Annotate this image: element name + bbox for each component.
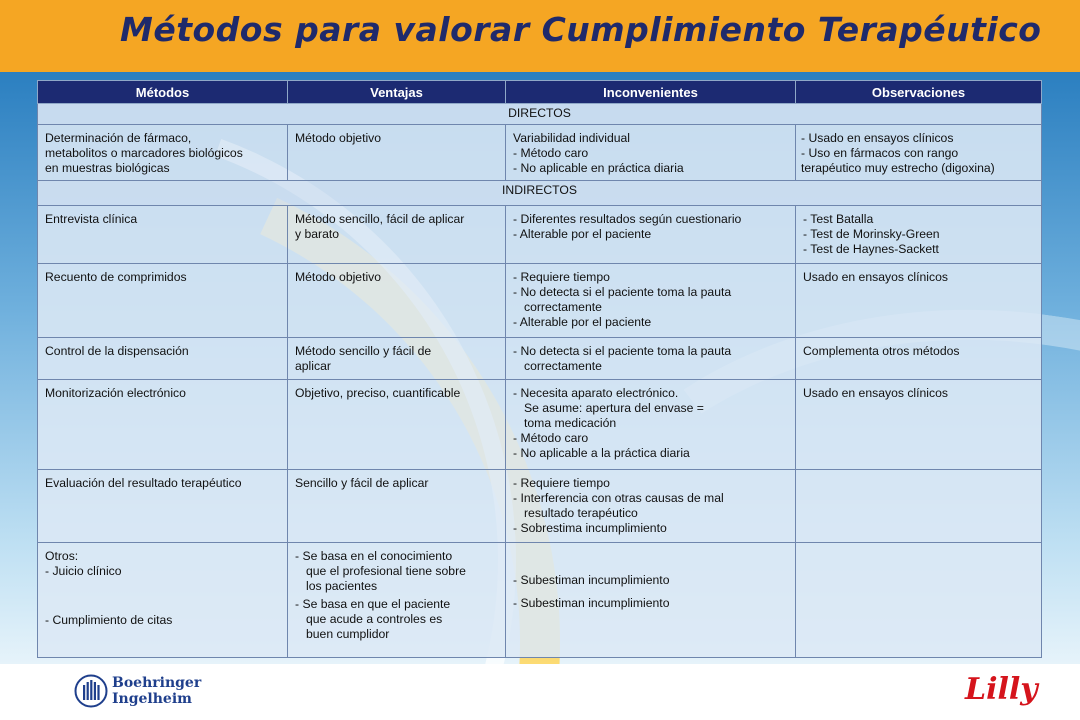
cell-line: - No aplicable en práctica diaria xyxy=(513,161,684,175)
cell-line: Objetivo, preciso, cuantificable xyxy=(295,386,461,400)
cell-ventajas xyxy=(288,470,506,543)
cell-line: - No detecta si el paciente toma la pauta xyxy=(513,285,732,299)
cell-line: en muestras biológicas xyxy=(45,161,170,175)
table-row xyxy=(38,338,1042,380)
cell-line: aplicar xyxy=(295,359,331,373)
cell-line: correctamente xyxy=(524,300,602,314)
cell-line: y barato xyxy=(295,227,340,241)
table-row xyxy=(38,380,1042,470)
cell-line: - Usado en ensayos clínicos xyxy=(801,131,954,145)
cell-metodo xyxy=(38,125,288,181)
page-title: Métodos para valorar Cumplimiento Terapéutico xyxy=(120,10,1042,49)
cell-ventajas xyxy=(288,543,506,658)
section-indirectos: INDIRECTOS xyxy=(38,181,1042,206)
cell-line: - Test de Haynes-Sackett xyxy=(803,242,939,256)
cell-line: - Requiere tiempo xyxy=(513,476,610,490)
cell-ventajas xyxy=(288,264,506,338)
cell-line: - No aplicable a la práctica diaria xyxy=(513,446,690,460)
spacer xyxy=(45,579,281,613)
lilly-logo: Lilly xyxy=(965,672,1038,707)
table-row xyxy=(38,206,1042,264)
cell-observaciones xyxy=(796,125,1042,181)
cell-line: - Requiere tiempo xyxy=(513,270,610,284)
title-banner xyxy=(0,0,1080,74)
cell-line: Método objetivo xyxy=(295,131,382,145)
cell-inconvenientes xyxy=(506,380,796,470)
table-row xyxy=(38,543,1042,658)
cell-ventajas xyxy=(288,125,506,181)
cell-line: - No detecta si el paciente toma la pauta xyxy=(513,344,732,358)
cell-observaciones xyxy=(796,543,1042,658)
cell-inconvenientes xyxy=(506,125,796,181)
boehringer-logo-text xyxy=(112,675,201,707)
cell-inconvenientes xyxy=(506,264,796,338)
cell-line: Sencillo y fácil de aplicar xyxy=(295,476,429,490)
cell-metodo xyxy=(38,543,288,658)
table-row xyxy=(38,470,1042,543)
cell-line: metabolitos o marcadores biológicos xyxy=(45,146,243,160)
logo-line: Boehringer xyxy=(112,675,202,691)
table-row xyxy=(38,125,1042,181)
cell-line: - Subestiman incumplimiento xyxy=(513,596,670,610)
cell-line: Evaluación del resultado terapéutico xyxy=(45,476,242,490)
cell-line: Control de la dispensación xyxy=(45,344,189,358)
header-metodos: Métodos xyxy=(38,81,288,104)
cell-ventajas xyxy=(288,206,506,264)
cell-line: que el profesional tiene sobre xyxy=(306,564,466,578)
cell-observaciones xyxy=(796,380,1042,470)
section-row-indirectos xyxy=(38,181,1042,206)
cell-line: correctamente xyxy=(524,359,602,373)
cell-line: Determinación de fármaco, xyxy=(45,131,192,145)
cell-line: - Método caro xyxy=(513,431,589,445)
header-inconvenientes: Inconvenientes xyxy=(506,81,796,104)
cell-line: - Necesita aparato electrónico. xyxy=(513,386,679,400)
cell-line: Complementa otros métodos xyxy=(803,344,960,358)
cell-line: - Alterable por el paciente xyxy=(513,315,652,329)
cell-line: - Interferencia con otras causas de mal xyxy=(513,491,724,505)
cell-metodo xyxy=(38,206,288,264)
cell-line: - Método caro xyxy=(513,146,589,160)
cell-inconvenientes xyxy=(506,206,796,264)
section-row-directos xyxy=(38,104,1042,125)
cell-line: Método sencillo y fácil de xyxy=(295,344,432,358)
cell-line: Se asume: apertura del envase = xyxy=(524,401,704,415)
cell-line: - Juicio clínico xyxy=(45,564,122,578)
cell-ventajas xyxy=(288,338,506,380)
cell-inconvenientes xyxy=(506,543,796,658)
header-observaciones: Observaciones xyxy=(796,81,1042,104)
cell-line: terapéutico muy estrecho (digoxina) xyxy=(801,161,995,175)
cell-line: Otros: xyxy=(45,549,79,563)
cell-metodo xyxy=(38,470,288,543)
cell-line: - Se basa en el conocimiento xyxy=(295,549,453,563)
boehringer-logo-icon xyxy=(74,674,108,708)
cell-line: - Se basa en que el paciente xyxy=(295,597,451,611)
cell-line: Recuento de comprimidos xyxy=(45,270,187,284)
cell-observaciones xyxy=(796,470,1042,543)
cell-observaciones xyxy=(796,264,1042,338)
cell-line: que acude a controles es xyxy=(306,612,443,626)
cell-line: - Subestiman incumplimiento xyxy=(513,573,670,587)
cell-line: - Sobrestima incumplimiento xyxy=(513,521,667,535)
cell-line: Método sencillo, fácil de aplicar xyxy=(295,212,465,226)
table-row xyxy=(38,264,1042,338)
cell-line: - Diferentes resultados según cuestionario xyxy=(513,212,742,226)
cell-metodo xyxy=(38,264,288,338)
cell-line: buen cumplidor xyxy=(306,627,390,641)
logo-line: Ingelheim xyxy=(112,691,192,707)
cell-line: Monitorización electrónico xyxy=(45,386,186,400)
cell-line: los pacientes xyxy=(306,579,378,593)
cell-line: - Test de Morinsky-Green xyxy=(803,227,940,241)
methods-table xyxy=(37,80,1042,658)
cell-observaciones xyxy=(796,206,1042,264)
cell-line: - Alterable por el paciente xyxy=(513,227,652,241)
cell-line: Usado en ensayos clínicos xyxy=(803,270,948,284)
cell-ventajas xyxy=(288,380,506,470)
cell-line: - Uso en fármacos con rango xyxy=(801,146,959,160)
cell-inconvenientes xyxy=(506,470,796,543)
cell-observaciones xyxy=(796,338,1042,380)
cell-metodo xyxy=(38,380,288,470)
cell-line: - Test Batalla xyxy=(803,212,874,226)
cell-line: resultado terapéutico xyxy=(524,506,638,520)
cell-line: Entrevista clínica xyxy=(45,212,138,226)
cell-inconvenientes xyxy=(506,338,796,380)
table-header-row xyxy=(38,81,1042,104)
header-ventajas: Ventajas xyxy=(288,81,506,104)
cell-line: Variabilidad individual xyxy=(513,131,630,145)
section-directos: DIRECTOS xyxy=(38,104,1042,125)
cell-line: Método objetivo xyxy=(295,270,382,284)
cell-line: - Cumplimiento de citas xyxy=(45,613,173,627)
cell-line: toma medicación xyxy=(524,416,617,430)
cell-metodo xyxy=(38,338,288,380)
cell-line: Usado en ensayos clínicos xyxy=(803,386,948,400)
